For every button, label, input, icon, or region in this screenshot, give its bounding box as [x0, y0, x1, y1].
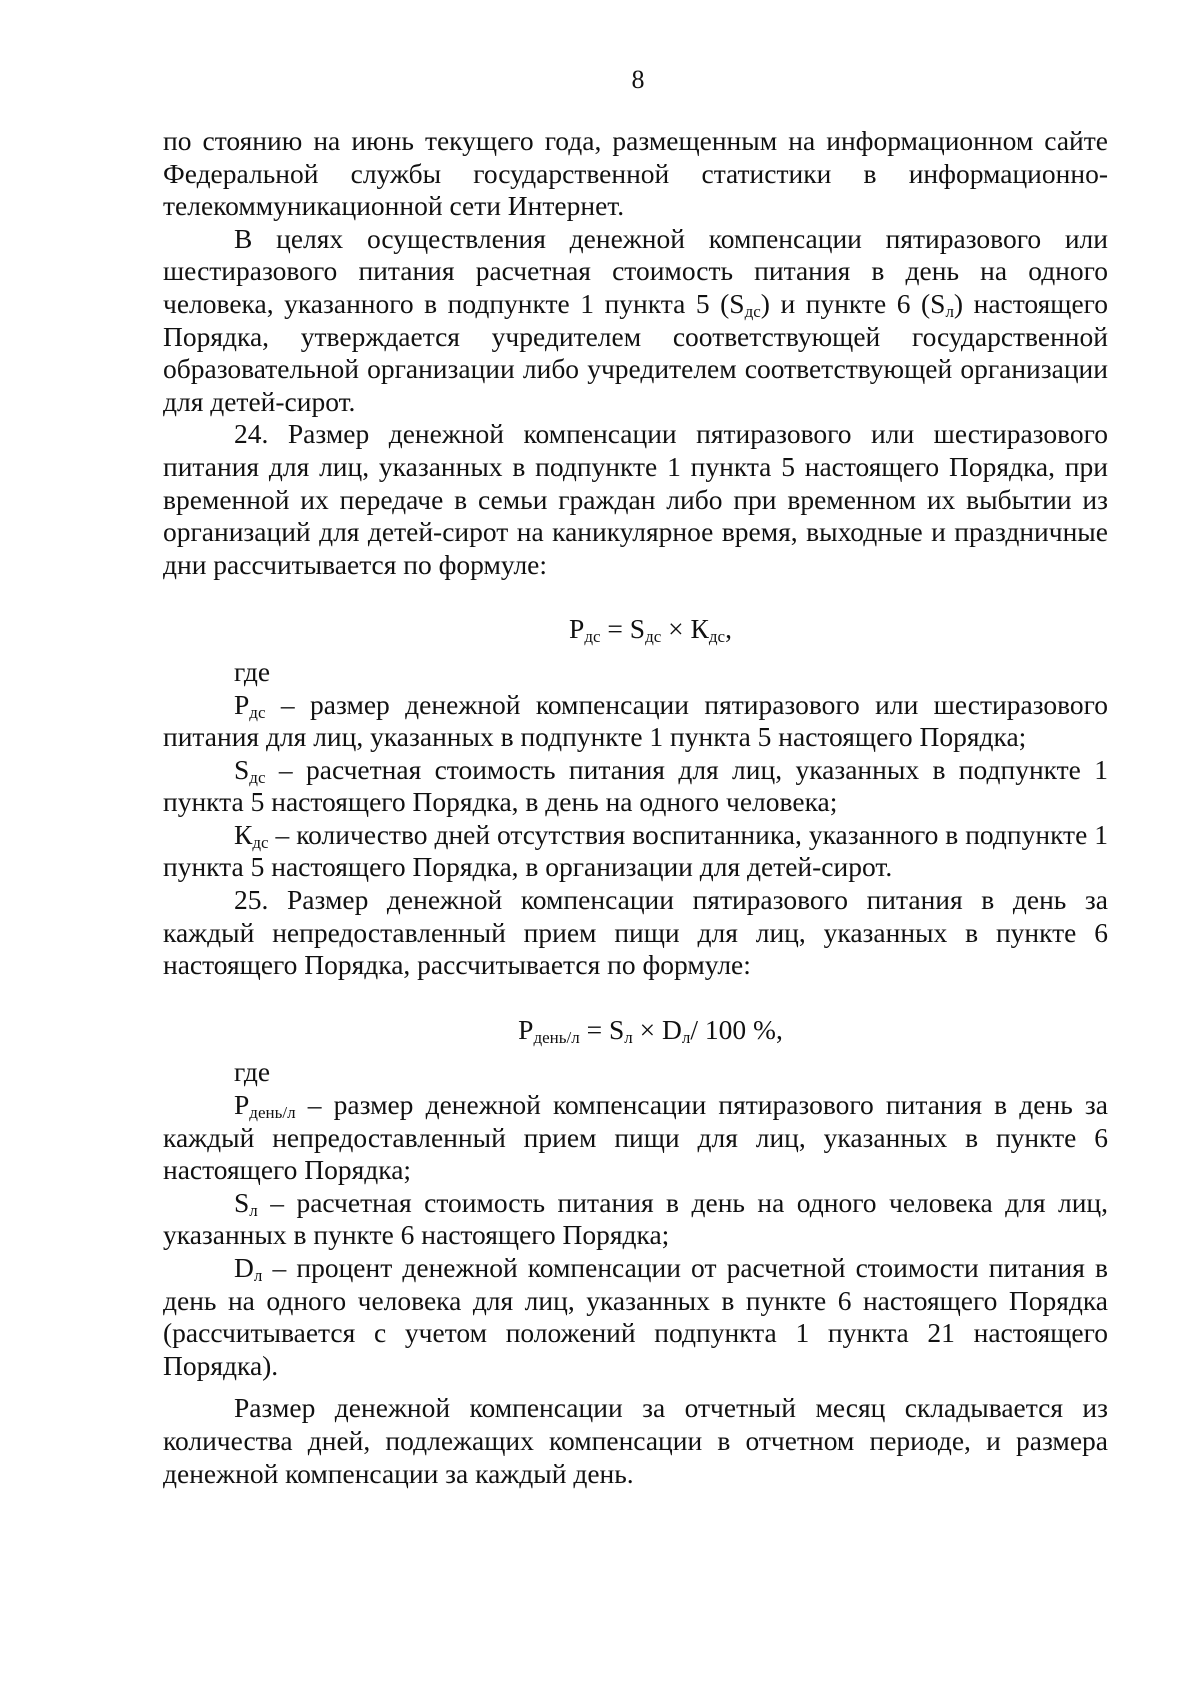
definition-p-day	[163, 1089, 1108, 1187]
subscript: день/л	[249, 1103, 296, 1123]
definition-p-ds	[163, 689, 1108, 754]
subscript: дс	[584, 627, 601, 647]
item-24: 24. Размер денежной компенсации пятиразового или шестиразового питания для лиц, указанных в подпункте 1 пункта 5 настоящего Порядка, при временной их передаче в семьи граждан либо при временном их выбытии из организаций для детей-сирот на каникулярное время, выходные и праздничные дни рассчитывается по формуле:	[163, 418, 1108, 580]
subscript: л	[945, 301, 954, 321]
page-number: 8	[631, 65, 645, 94]
definition-d-l	[163, 1252, 1108, 1382]
subscript: дс	[249, 702, 266, 722]
formula-part: / 100 %,	[690, 1013, 783, 1045]
text-run: ) настоящего Порядка, утверждается учредителем соответствующей государственной образовательной организации либо учредителем соответствующей организации для детей-сирот.	[163, 287, 1109, 417]
formula-part: = S	[579, 1013, 625, 1045]
text-run: В целях осуществления денежной компенсации пятиразового или шестиразового питания расчетная стоимость питания в день на одного человека, указанного в подпункте 1 пункта 5 (S	[163, 222, 1108, 319]
definition-symbol: S	[234, 1186, 250, 1218]
formula-part: = S	[600, 613, 646, 645]
definition-text: – количество дней отсутствия воспитанника, указанного в подпункте 1 пункта 5 настоящего Порядка, в организации для детей-сирот.	[163, 818, 1108, 883]
formula-part: × К	[661, 613, 709, 645]
item-25: 25. Размер денежной компенсации пятиразового питания в день за каждый непредоставленный прием пищи для лиц, указанных в пункте 6 настоящего Порядка, рассчитывается по формуле:	[163, 884, 1108, 981]
subscript: дс	[744, 301, 761, 321]
formula-symbol: Р	[569, 613, 585, 645]
definition-text: – расчетная стоимость питания в день на одного человека для лиц, указанных в пункте 6 настоящего Порядка;	[163, 1186, 1108, 1251]
where-label: где	[234, 655, 271, 687]
subscript: л	[249, 1200, 258, 1220]
subscript: дс	[708, 627, 726, 647]
definition-s-l	[163, 1187, 1108, 1252]
formula-part: × D	[632, 1013, 682, 1045]
paragraph-continuation: по стоянию на июнь текущего года, размещенным на информационном сайте Федеральной службы государственной статистики в информационно-телекоммуникационной сети Интернет.	[163, 125, 1108, 222]
formula-p-ds	[163, 613, 1108, 646]
document-body	[163, 125, 1108, 1490]
definition-symbol: Р	[234, 688, 250, 720]
subscript: дс	[252, 832, 269, 852]
definition-text: – расчетная стоимость питания для лиц, указанных в подпункте 1 пункта 5 настоящего Порядка, в день на одного человека;	[163, 753, 1108, 818]
definition-text: – процент денежной компенсации от расчетной стоимости питания в день на одного человека для лиц, указанных в пункте 6 настоящего Порядка (рассчитывается с учетом положений подпункта 1 пункта 21 настоящего Порядка).	[163, 1252, 1108, 1381]
formula-symbol: Р	[518, 1013, 534, 1045]
definition-text: – размер денежной компенсации пятиразового питания в день за каждый непредоставленный прием пищи для лиц, указанных в пункте 6 настоящего Порядка;	[163, 1089, 1108, 1186]
paragraph-compensation-approval	[163, 223, 1108, 419]
subscript: дс	[249, 767, 266, 787]
definition-symbol: Р	[234, 1089, 250, 1121]
subscript: л	[253, 1266, 263, 1285]
text-run: ) и пункте 6 (S	[760, 287, 946, 319]
formula-part: ,	[725, 613, 732, 645]
definition-symbol: К	[234, 818, 253, 850]
definition-symbol: S	[234, 753, 250, 785]
formula-p-day	[163, 1014, 1108, 1047]
definition-s-ds	[163, 754, 1108, 819]
definition-k-ds	[163, 819, 1108, 884]
definition-symbol: D	[234, 1252, 254, 1283]
subscript: л	[624, 1027, 633, 1047]
where-label: где	[234, 1056, 271, 1088]
subscript: день/л	[533, 1027, 580, 1047]
subscript: л	[681, 1027, 691, 1047]
subscript: дс	[645, 627, 662, 647]
definition-text: – размер денежной компенсации пятиразового или шестиразового питания для лиц, указанных в подпункте 1 пункта 5 настоящего Порядка;	[163, 688, 1108, 753]
paragraph-monthly-total: Размер денежной компенсации за отчетный месяц складывается из количества дней, подлежащих компенсации в отчетном периоде, и размера денежной компенсации за каждый день.	[163, 1392, 1108, 1489]
